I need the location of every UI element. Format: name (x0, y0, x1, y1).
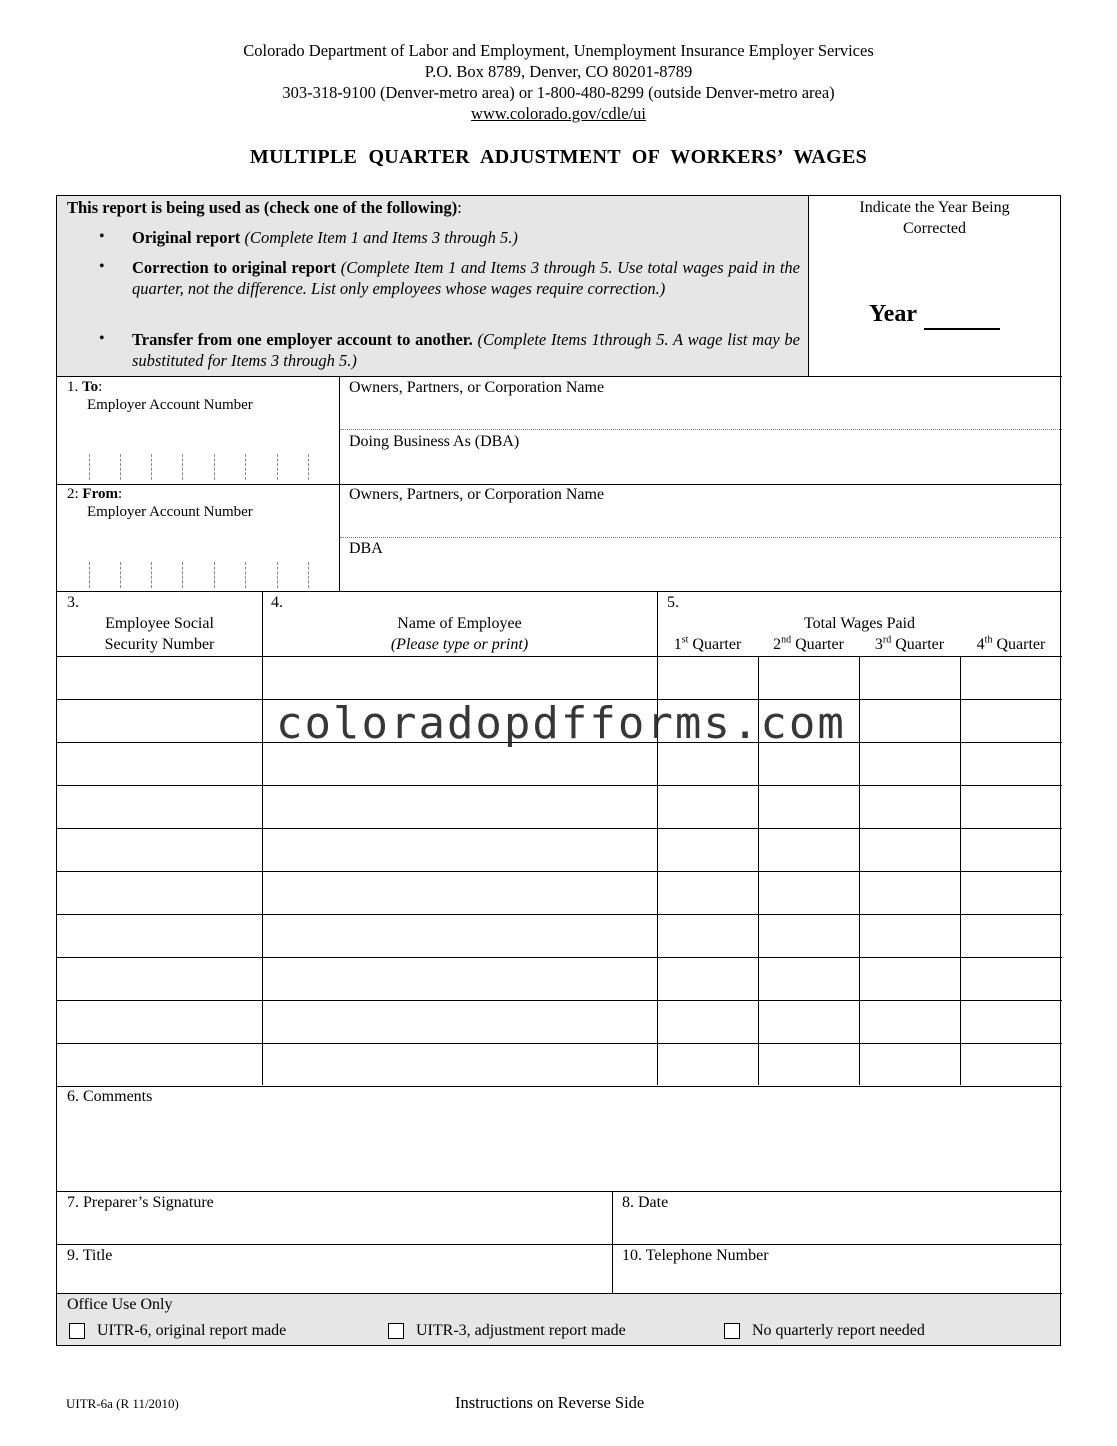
q3-wage-cell[interactable] (859, 915, 960, 957)
form-frame (56, 195, 1061, 1346)
agency-header (0, 40, 1117, 124)
name-cell[interactable] (262, 958, 657, 1000)
name-cell[interactable] (262, 915, 657, 957)
q2-wage-cell[interactable] (758, 786, 859, 828)
q3-wage-cell[interactable] (859, 872, 960, 914)
form-id: UITR-6a (R 11/2010) (66, 1396, 179, 1411)
option-transfer-report[interactable]: Transfer from one employer account to another. (Complete Items 1through 5. A wage list may be substituted for Items 3 through 5.) (132, 330, 800, 370)
name-cell[interactable] (262, 872, 657, 914)
quarter1-header: 1st Quarter (673, 634, 742, 653)
q4-wage-cell[interactable] (960, 786, 1062, 828)
ssn-cell[interactable] (57, 743, 262, 785)
bullet-icon: • (99, 330, 105, 347)
uitr3-label: UITR-3, adjustment report made (416, 1322, 626, 1339)
q3-wage-cell[interactable] (859, 1044, 960, 1086)
q4-wage-cell[interactable] (960, 1044, 1062, 1086)
q1-wage-cell[interactable] (657, 1044, 758, 1086)
col3-number: 3. (67, 594, 79, 611)
quarter3-header: 3rd Quarter (874, 634, 945, 653)
no-report-checkbox[interactable] (724, 1323, 740, 1339)
q4-wage-cell[interactable] (960, 700, 1062, 742)
no-report-label: No quarterly report needed (752, 1322, 925, 1339)
ssn-cell[interactable] (57, 829, 262, 871)
q1-wage-cell[interactable] (657, 829, 758, 871)
name-cell[interactable] (262, 786, 657, 828)
q2-wage-cell[interactable] (758, 657, 859, 699)
agency-url[interactable]: www.colorado.gov/cdle/ui (471, 104, 646, 123)
q1-wage-cell[interactable] (657, 872, 758, 914)
q1-wage-cell[interactable] (657, 786, 758, 828)
bullet-icon: • (99, 228, 105, 245)
watermark: coloradopdfforms.com (276, 698, 846, 749)
col4-header-line2: (Please type or print) (390, 636, 529, 653)
quarter2-header: 2nd Quarter (773, 634, 844, 653)
q2-wage-cell[interactable] (758, 1044, 859, 1086)
q3-wage-cell[interactable] (859, 743, 960, 785)
agency-phone: 303-318-9100 (Denver-metro area) or 1-800-480-8299 (outside Denver-metro area) (282, 83, 835, 102)
q2-wage-cell[interactable] (758, 1001, 859, 1043)
ssn-cell[interactable] (57, 657, 262, 699)
q4-wage-cell[interactable] (960, 743, 1062, 785)
ssn-cell[interactable] (57, 786, 262, 828)
uitr6-checkbox[interactable] (69, 1323, 85, 1339)
q4-wage-cell[interactable] (960, 1001, 1062, 1043)
col3-header-line2: Security Number (104, 636, 215, 653)
q1-wage-cell[interactable] (657, 958, 758, 1000)
name-cell[interactable] (262, 1044, 657, 1086)
item1-owner-label: Owners, Partners, or Corporation Name (349, 379, 605, 396)
q3-wage-cell[interactable] (859, 700, 960, 742)
name-cell[interactable] (262, 657, 657, 699)
ssn-cell[interactable] (57, 1001, 262, 1043)
name-cell[interactable] (262, 743, 657, 785)
q3-wage-cell[interactable] (859, 657, 960, 699)
q2-wage-cell[interactable] (758, 958, 859, 1000)
item2-account-label: Employer Account Number (87, 504, 253, 520)
col4-number: 4. (271, 594, 283, 611)
q1-wage-cell[interactable] (657, 915, 758, 957)
date-label: 8. Date (622, 1194, 669, 1211)
col5-header: Total Wages Paid (803, 615, 916, 632)
option-correction-report[interactable]: Correction to original report (Complete Item 1 and Items 3 through 5. Use total wages paid in the quarter, not the difference. List only employees whose wages require correction.) (132, 258, 800, 298)
signature-label: 7. Preparer’s Signature (67, 1194, 214, 1211)
agency-address: P.O. Box 8789, Denver, CO 80201-8789 (424, 62, 693, 81)
report-use-heading: This report is being used as (check one of the following): (67, 198, 462, 217)
option-original-report[interactable]: Original report (Complete Item 1 and Items 3 through 5.) (132, 228, 518, 247)
col3-header-line1: Employee Social (105, 615, 214, 632)
comments-label: 6. Comments (67, 1088, 153, 1105)
q4-wage-cell[interactable] (960, 915, 1062, 957)
uitr3-checkbox[interactable] (388, 1323, 404, 1339)
uitr6-label: UITR-6, original report made (97, 1322, 287, 1339)
col5-number: 5. (667, 594, 679, 611)
q3-wage-cell[interactable] (859, 1001, 960, 1043)
item1-label: 1. To: (67, 379, 103, 395)
table-row-divider (57, 1086, 1062, 1087)
item1-account-label: Employer Account Number (87, 397, 253, 413)
q3-wage-cell[interactable] (859, 829, 960, 871)
item2-label: 2: From: (67, 486, 123, 502)
ssn-cell[interactable] (57, 1044, 262, 1086)
name-cell[interactable] (262, 1001, 657, 1043)
q4-wage-cell[interactable] (960, 958, 1062, 1000)
quarter4-header: 4th Quarter (976, 634, 1046, 653)
office-use-label: Office Use Only (67, 1296, 173, 1313)
q4-wage-cell[interactable] (960, 829, 1062, 871)
ssn-cell[interactable] (57, 915, 262, 957)
phone-label: 10. Telephone Number (622, 1247, 769, 1264)
bullet-icon: • (99, 258, 105, 275)
ssn-cell[interactable] (57, 958, 262, 1000)
q4-wage-cell[interactable] (960, 872, 1062, 914)
q2-wage-cell[interactable] (758, 829, 859, 871)
year-input-line[interactable] (924, 328, 1000, 330)
ssn-cell[interactable] (57, 872, 262, 914)
ssn-cell[interactable] (57, 700, 262, 742)
q1-wage-cell[interactable] (657, 1001, 758, 1043)
year-box-label: Indicate the Year Being Corrected (859, 199, 1010, 237)
form-title: MULTIPLE QUARTER ADJUSTMENT OF WORKERS’ WAGES (249, 146, 868, 168)
q2-wage-cell[interactable] (758, 743, 859, 785)
q1-wage-cell[interactable] (657, 743, 758, 785)
title-label: 9. Title (67, 1247, 113, 1264)
q3-wage-cell[interactable] (859, 958, 960, 1000)
agency-name: Colorado Department of Labor and Employment, Unemployment Insurance Employer Services (243, 41, 874, 60)
q2-wage-cell[interactable] (758, 872, 859, 914)
col4-header-line1: Name of Employee (397, 615, 522, 632)
q2-wage-cell[interactable] (758, 915, 859, 957)
q3-wage-cell[interactable] (859, 786, 960, 828)
item1-dba-label: Doing Business As (DBA) (349, 433, 520, 450)
q1-wage-cell[interactable] (657, 657, 758, 699)
instructions-note: Instructions on Reverse Side (455, 1393, 645, 1412)
item2-dba-label: DBA (349, 540, 383, 557)
q4-wage-cell[interactable] (960, 657, 1062, 699)
item2-owner-label: Owners, Partners, or Corporation Name (349, 486, 605, 503)
name-cell[interactable] (262, 829, 657, 871)
year-label: Year (869, 301, 917, 327)
